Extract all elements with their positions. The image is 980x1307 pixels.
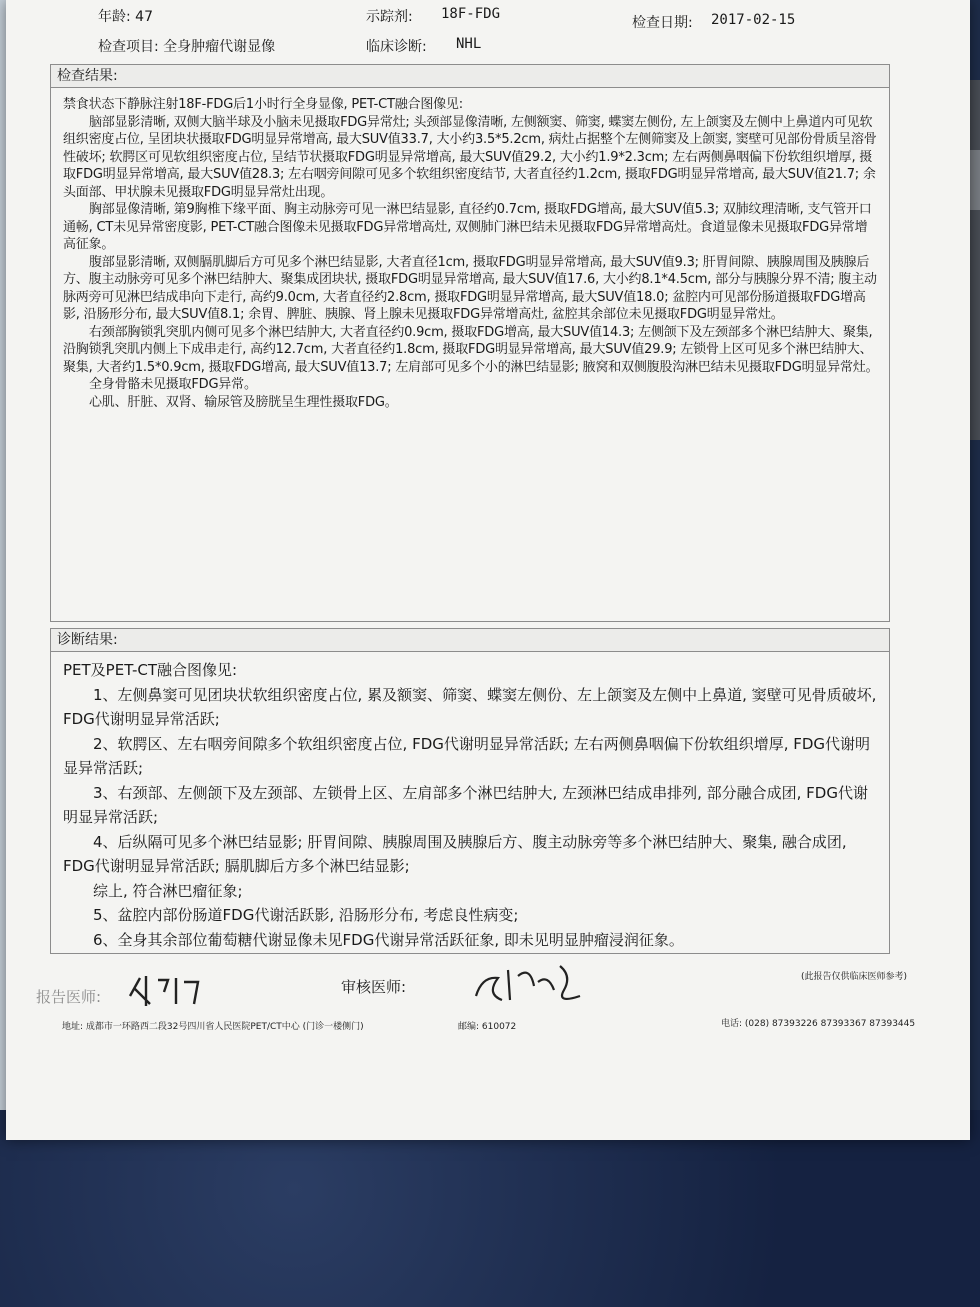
phone-text: 电话: (028) 87393226 87393367 87393445 — [721, 1019, 916, 1029]
tracer-label: 示踪剂: — [366, 9, 413, 25]
findings-body — [51, 88, 889, 411]
diagnosis-item-2: 2、软腭区、左右咽旁间隙多个软组织密度占位, FDG代谢明显异常活跃; 左右两侧鼻咽偏下份软组织增厚, FDG代谢明显异常活跃; — [63, 734, 871, 777]
findings-neck-nodes: 右颈部胸锁乳突肌内侧可见多个淋巴结肿大, 大者直径约0.9cm, 摄取FDG增高, 最大SUV值14.3; 左侧颌下及左颈部多个淋巴结肿大、聚集, 沿胸锁乳突肌内侧上下成串走行, 高约12.7cm, 大者直径约1.8cm, 摄取FDG明显异常增高, 最大SUV值29.9; 左锁骨上区可见多个淋巴结肿大、聚集, 大者约1.5*0.9cm, 摄取FDG增高, 最大SUV值13.7; 左肩部可见多个小的淋巴结显影; 腋窝和双侧腹股沟淋巴结未见摄取FDG明显异常灶。 — [63, 324, 879, 375]
address-text: 地址: 成都市一环路西二段32号四川省人民医院PET/CT中心 (门诊一楼侧门) — [62, 1022, 364, 1032]
age-label: 年龄: 47 — [98, 9, 153, 25]
findings-title: 检查结果: — [51, 65, 889, 88]
diagnosis-title: 诊断结果: — [51, 629, 889, 652]
clinical-diagnosis-label: 临床诊断: — [366, 39, 427, 55]
report-sheet — [6, 0, 970, 1140]
reporter-signature — [124, 970, 208, 1010]
findings-section — [50, 64, 890, 622]
exam-item-label: 检查项目: 全身肿瘤代谢显像 — [98, 39, 276, 55]
diagnosis-item-6: 6、全身其余部位葡萄糖代谢显像未见FDG代谢异常活跃征象, 即未见明显肿瘤浸润征象。 — [93, 930, 684, 949]
reviewer-signature — [468, 956, 588, 1012]
diagnosis-intro: PET及PET-CT融合图像见: — [63, 661, 238, 679]
clinical-diagnosis-value: NHL — [456, 36, 482, 52]
diagnosis-item-1: 1、左侧鼻窦可见团块状软组织密度占位, 累及额窦、筛窦、蝶窦左侧份、左上颌窦及左侧中上鼻道, 窦壁可见骨质破坏, FDG代谢明显异常活跃; — [63, 685, 877, 728]
exam-date-label: 检查日期: — [632, 15, 693, 31]
reviewer-label: 审核医师: — [341, 978, 407, 996]
diagnosis-body — [51, 652, 889, 952]
exam-date-value: 2017-02-15 — [711, 12, 796, 28]
reporter-label: 报告医师: — [36, 988, 102, 1006]
tracer-value: 18F-FDG — [441, 6, 501, 22]
diagnosis-section — [50, 628, 890, 954]
findings-chest: 胸部显像清晰, 第9胸椎下缘平面、胸主动脉旁可见一淋巴结显影, 直径约0.7cm, 摄取FDG增高, 最大SUV值5.3; 双肺纹理清晰, 支气管开口通畅, CT未见异常密度影, PET-CT融合图像未见摄取FDG异常增高灶, 双侧肺门淋巴结未见摄取FDG异常增高灶。食道显像未见摄取FDG异常增高征象。 — [63, 202, 872, 252]
diagnosis-item-5: 5、盆腔内部份肠道FDG代谢活跃影, 沿肠形分布, 考虑良性病变; — [93, 906, 519, 924]
findings-bone: 全身骨骼未见摄取FDG异常。 — [89, 377, 257, 392]
diagnosis-item-4: 4、后纵隔可见多个淋巴结显影; 肝胃间隙、胰腺周围及胰腺后方、腹主动脉旁等多个淋巴结肿大、聚集, 融合成团, FDG代谢明显异常活跃; 膈肌脚后方多个淋巴结显影; — [63, 832, 847, 875]
diagnosis-item-3: 3、右颈部、左侧颌下及左颈部、左锁骨上区、左肩部多个淋巴结肿大, 左颈淋巴结成串排列, 部分融合成团, FDG代谢明显异常活跃; — [63, 783, 868, 826]
findings-physiologic: 心肌、肝脏、双肾、输尿管及膀胱呈生理性摄取FDG。 — [89, 394, 398, 410]
findings-abdomen: 腹部显影清晰, 双侧膈肌脚后方可见多个淋巴结显影, 大者直径1cm, 摄取FDG明显异常增高, 最大SUV值9.3; 肝胃间隙、胰腺周围及胰腺后方、腹主动脉旁可见多个淋巴结肿大、聚集成团块状, 摄取FDG明显异常增高, 最大SUV值17.6, 大小约8.1*4.5cm, 部分与胰腺分界不清; 腹主动脉两旁可见淋巴结成串向下走行, 高约9.0cm, 大者直径约2.8cm, 摄取FDG明显异常增高, 最大SUV值18.0; 盆腔内可见部份肠道摄取FDG增高影, 沿肠形分布, 最大SUV值8.1; 余胃、脾脏、胰腺、肾上腺未见摄取FDG异常增高灶, 盆腔其余部位未见摄取FDG明显异常灶。 — [63, 254, 877, 322]
findings-intro: 禁食状态下静脉注射18F-FDG后1小时行全身显像, PET-CT融合图像见: — [63, 97, 463, 112]
diagnosis-summary: 综上, 符合淋巴瘤征象; — [93, 881, 243, 900]
findings-head-neck: 脑部显影清晰, 双侧大脑半球及小脑未见摄取FDG异常灶; 头颈部显像清晰, 左侧额窦、筛窦, 蝶窦左侧份, 左上颌窦及左侧中上鼻道内可见软组织密度占位, 呈团块状摄取FDG明显异常增高, 最大SUV值33.7, 大小约3.5*5.2cm, 病灶占据整个左侧筛窦及上颌窦, 窦壁可见部份骨质呈溶骨性破坏; 软腭区可见软组织密度占位, 呈结节状摄取FDG明显异常增高, 最大SUV值29.2, 大小约1.9*2.3cm; 左右两侧鼻咽偏下份软组织增厚, 摄取FDG明显异常增高, 最大SUV值28.3; 左右咽旁间隙可见多个软组织密度结节, 大者直径约1.2cm, 摄取FDG明显异常增高, 最大SUV值21.7; 余头面部、甲状腺未见摄取FDG明显异常灶出现。 — [63, 114, 877, 200]
disclaimer-note: (此报告仅供临床医师参考) — [801, 972, 908, 982]
postcode-text: 邮编: 610072 — [458, 1022, 517, 1032]
